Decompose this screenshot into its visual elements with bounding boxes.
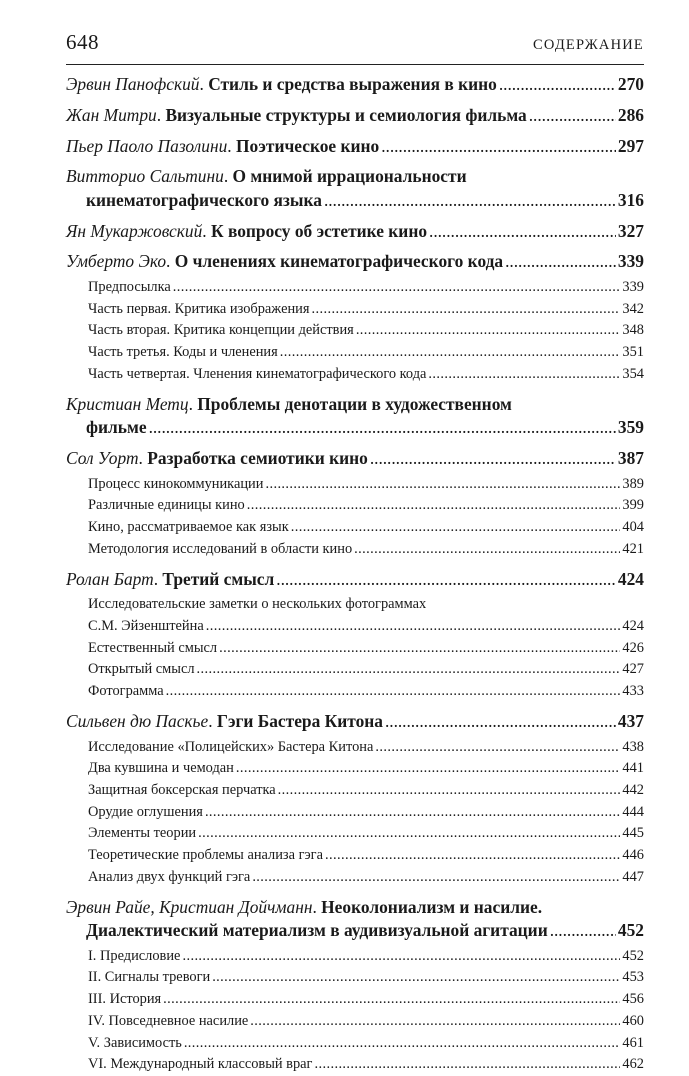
dot-leader [173, 277, 621, 299]
dot-leader [166, 681, 621, 703]
subentry-page-number: 348 [622, 322, 644, 339]
toc-entry[interactable] [66, 135, 644, 159]
dot-leader [212, 967, 620, 989]
toc-entry-line [66, 104, 644, 128]
entry-author: Эрвин Райе, Кристиан Дойчманн [66, 896, 313, 917]
entry-title: Третий смысл [162, 568, 275, 589]
subentry-label: IV. Повседневное насилие [88, 1012, 249, 1029]
subentry-line [88, 616, 644, 638]
dot-leader [276, 568, 616, 592]
dot-leader [325, 845, 620, 867]
toc-entry-text: Эрвин Райе, Кристиан Дойчманн. Неоколониализм и насилие. [66, 896, 543, 917]
subentry-label: Различные единицы кино [88, 497, 245, 514]
subentry-label: VI. Международный классовый враг [88, 1056, 313, 1073]
subentry-page-number: 442 [622, 781, 644, 798]
toc-entry-line [66, 73, 644, 97]
entry-title-continued: Диалектический материализм в аудивизуальной агитации [86, 920, 548, 941]
subentry-line [88, 364, 644, 386]
entry-author: Витторио Сальтини [66, 166, 224, 187]
dot-leader [505, 250, 616, 274]
subentry-line [88, 659, 644, 681]
subentry-page-number: 354 [622, 365, 644, 382]
subentry-label: Процесс кинокоммуникации [88, 475, 264, 492]
toc-subentry[interactable] [66, 681, 644, 703]
toc-entry[interactable] [66, 104, 644, 128]
entry-title: Визуальные структуры и семиология фильма [165, 104, 527, 125]
entry-title-continued: фильме [86, 417, 147, 438]
toc-entry-text: Пьер Паоло Пазолини. Поэтическое кино [66, 135, 380, 156]
entry-page-number: 387 [617, 448, 644, 469]
subentry-page-number: 445 [622, 825, 644, 842]
toc-subentry[interactable] [66, 594, 644, 637]
dot-leader [311, 299, 620, 321]
toc-subentry[interactable] [66, 364, 644, 386]
toc-entry-line [66, 568, 644, 592]
toc-subentry[interactable] [66, 758, 644, 780]
subentry-label: Часть четвертая. Членения кинематографического кода [88, 365, 427, 382]
toc-entry[interactable] [66, 165, 644, 212]
toc-entry-text: Сильвен дю Паскье. Гэги Бастера Китона [66, 711, 383, 732]
entry-page-number: 359 [617, 417, 644, 438]
entry-author: Ян Мукаржовский [66, 220, 203, 241]
dot-leader [529, 104, 616, 128]
subentry-line [88, 474, 644, 496]
subentry-line [88, 1011, 644, 1033]
subentry-label: Естественный смысл [88, 639, 218, 656]
entry-title: Поэтическое кино [235, 135, 380, 156]
page-header [66, 30, 644, 55]
toc-subentry[interactable] [66, 495, 644, 517]
subentry-line [88, 967, 644, 989]
dot-leader [429, 220, 616, 244]
toc-subentry[interactable] [66, 277, 644, 299]
entry-title: Гэги Бастера Китона [216, 711, 383, 732]
subentry-line [88, 638, 644, 660]
subentry-label-continued: С.М. Эйзенштейна [88, 617, 204, 634]
entry-page-number: 286 [617, 104, 644, 125]
entry-title: О мнимой иррациональности [232, 166, 467, 187]
entry-author: Сильвен дю Паскье [66, 711, 209, 732]
header-rule [66, 64, 644, 65]
subentry-label: Методология исследований в области кино [88, 540, 353, 557]
subentry-label: Открытый смысл [88, 661, 195, 678]
dot-leader [149, 416, 616, 440]
dot-leader [385, 710, 616, 734]
subentry-line [88, 342, 644, 364]
toc-subentry[interactable] [66, 845, 644, 867]
subentry-label: Два кувшина и чемодан [88, 760, 234, 777]
toc-subentry[interactable] [66, 1054, 644, 1076]
toc-entry[interactable] [66, 73, 644, 97]
subentry-label: Часть третья. Коды и членения [88, 344, 278, 361]
subentry-line [88, 299, 644, 321]
toc-entry[interactable] [66, 220, 644, 244]
toc-entry-line [66, 710, 644, 734]
entry-title: О членениях кинематографического кода [174, 251, 504, 272]
subentry-line [88, 737, 644, 759]
toc-entry-text: Жан Митри. Визуальные структуры и семиология фильма [66, 104, 527, 125]
toc-subentry[interactable] [66, 867, 644, 889]
subentry-label: Элементы теории [88, 825, 197, 842]
toc-entry-line [66, 135, 644, 159]
subentry-label: V. Зависимость [88, 1034, 182, 1051]
dot-leader [291, 517, 621, 539]
toc-entry[interactable] [66, 710, 644, 734]
dot-leader [428, 364, 620, 386]
subentry-page-number: 351 [622, 344, 644, 361]
toc-subentry[interactable] [66, 823, 644, 845]
entry-author: Пьер Паоло Пазолини [66, 135, 228, 156]
subentry-page-number: 456 [622, 991, 644, 1008]
dot-leader [184, 1033, 621, 1055]
dot-leader [280, 342, 621, 364]
subentry-page-number: 452 [622, 947, 644, 964]
subentry-line [88, 681, 644, 703]
toc-entry-line [66, 165, 644, 189]
subentry-line [88, 495, 644, 517]
toc-entry-text: Витторио Сальтини. О мнимой иррациональности [66, 166, 467, 187]
subentry-line [88, 320, 644, 342]
subentry-page-number: 342 [622, 300, 644, 317]
dot-leader [354, 539, 620, 561]
subentry-page-number: 427 [622, 661, 644, 678]
subentry-label: Исследование «Полицейских» Бастера Китона [88, 738, 374, 755]
entry-page-number: 339 [617, 251, 644, 272]
dot-leader [163, 989, 620, 1011]
toc-entry-line [66, 393, 644, 417]
subentry-label: Теоретические проблемы анализа гэга [88, 847, 323, 864]
dot-leader [278, 780, 621, 802]
subentry-page-number: 404 [622, 519, 644, 535]
entry-author: Эрвин Панофский [66, 74, 200, 94]
toc-subentry[interactable] [66, 659, 644, 681]
entry-page-number: 297 [617, 135, 644, 156]
dot-leader [375, 737, 620, 759]
toc-entry-line [66, 189, 644, 213]
toc-entry-text: Умберто Эко. О членениях кинематографического кода [66, 251, 504, 272]
subentry-page-number: 424 [622, 617, 644, 634]
toc-entry[interactable] [66, 568, 644, 592]
toc-subentry[interactable] [66, 474, 644, 496]
subentry-label: Исследовательские заметки о нескольких фотограммах [88, 596, 427, 613]
subentry-line [88, 758, 644, 780]
entry-author: Сол Уорт [66, 448, 139, 469]
subentry-label: I. Предисловие [88, 947, 181, 964]
entry-title-continued: кинематографического языка [86, 189, 322, 210]
dot-leader [381, 135, 616, 159]
toc-subentry[interactable] [66, 539, 644, 561]
toc-entry-line [66, 416, 644, 440]
dot-leader [247, 495, 621, 517]
subentry-page-number: 446 [622, 847, 644, 864]
dot-leader [324, 189, 616, 213]
subentry-label: Анализ двух функций гэга [88, 868, 251, 885]
subentry-label: Предпосылка [88, 278, 171, 295]
dot-leader [250, 1011, 620, 1033]
subentry-line [88, 823, 644, 845]
subentry-page-number: 441 [622, 760, 644, 777]
entry-page-number: 327 [617, 220, 644, 241]
toc-subentry[interactable] [66, 517, 644, 539]
toc-subentry[interactable] [66, 638, 644, 660]
toc-entry[interactable] [66, 447, 644, 471]
toc-entry[interactable] [66, 250, 644, 274]
dot-leader [252, 867, 620, 889]
toc-subentry[interactable] [66, 989, 644, 1011]
subentry-page-number: 460 [622, 1012, 644, 1029]
dot-leader [206, 616, 621, 638]
toc-entry-text: Ян Мукаржовский. К вопросу об эстетике кино [66, 220, 428, 241]
entry-title: Неоколониализм и насилие. [321, 896, 543, 917]
dot-leader [182, 946, 620, 968]
toc-subentry[interactable] [66, 299, 644, 321]
entry-author: Кристиан Метц [66, 393, 189, 414]
subentry-line [88, 780, 644, 802]
entry-page-number: 452 [617, 920, 644, 941]
toc-subentry[interactable] [66, 320, 644, 342]
subentry-page-number: 339 [622, 278, 644, 295]
subentry-page-number: 444 [622, 803, 644, 820]
toc-entry-line [66, 896, 644, 920]
toc-entry-text: Ролан Барт. Третий смысл [66, 568, 275, 589]
toc-entry-line [66, 220, 644, 244]
dot-leader [219, 638, 620, 660]
toc-entry-text: Эрвин Панофский. Стиль и средства выражения в кино [66, 74, 497, 94]
entry-page-number: 437 [617, 711, 644, 732]
page-number: 648 [66, 30, 99, 54]
entry-page-number: 424 [617, 568, 644, 589]
toc-entry-text: Кристиан Метц. Проблемы денотации в художественном [66, 393, 512, 414]
subentry-line [88, 989, 644, 1011]
entry-page-number: 316 [617, 189, 644, 210]
subentry-page-number: 426 [622, 639, 644, 656]
toc-subentry[interactable] [66, 780, 644, 802]
subentry-line [88, 845, 644, 867]
toc-entry-line [66, 919, 644, 943]
dot-leader [197, 659, 621, 681]
dot-leader [314, 1054, 620, 1076]
toc-entry[interactable] [66, 393, 644, 440]
subentry-label: Фотограмма [88, 683, 164, 700]
toc-entry-text: Сол Уорт. Разработка семиотики кино [66, 448, 368, 469]
subentry-label: Защитная боксерская перчатка [88, 781, 276, 798]
dot-leader [499, 73, 616, 97]
subentry-line [88, 539, 644, 561]
entry-author: Ролан Барт [66, 568, 154, 589]
entry-title: Проблемы денотации в художественном [197, 393, 512, 414]
subentry-line [88, 1054, 644, 1076]
toc-subentry[interactable] [66, 737, 644, 759]
entry-author: Жан Митри [66, 104, 157, 125]
subentry-page-number: 421 [622, 540, 644, 557]
toc-subentry[interactable] [66, 802, 644, 824]
subentry-page-number: 447 [622, 868, 644, 885]
subentry-label: III. История [88, 991, 162, 1008]
entry-title: К вопросу об эстетике кино [210, 220, 428, 241]
table-of-contents [66, 73, 644, 1076]
subentry-page-number: 453 [622, 969, 644, 986]
subentry-line [88, 867, 644, 889]
toc-subentry[interactable] [66, 946, 644, 968]
subentry-line [88, 802, 644, 824]
subentry-line [88, 517, 644, 539]
toc-entry[interactable] [66, 896, 644, 943]
subentry-page-number: 389 [622, 475, 644, 492]
dot-leader [198, 823, 620, 845]
subentry-label: Орудие оглушения [88, 803, 203, 820]
subentry-line [88, 277, 644, 299]
subentry-label: Часть вторая. Критика концепции действия [88, 322, 354, 339]
toc-entry-line [66, 250, 644, 274]
subentry-label: Кино, рассматриваемое как язык [88, 519, 289, 535]
toc-subentry[interactable] [66, 967, 644, 989]
dot-leader [236, 758, 621, 780]
dot-leader [265, 474, 620, 496]
subentry-page-number: 461 [622, 1034, 644, 1051]
toc-subentry[interactable] [66, 1033, 644, 1055]
entry-title: Стиль и средства выражения в кино [208, 74, 497, 94]
subentry-label: Часть первая. Критика изображения [88, 300, 310, 317]
subentry-label: II. Сигналы тревоги [88, 969, 211, 986]
dot-leader [550, 919, 616, 943]
dot-leader [356, 320, 621, 342]
toc-subentry[interactable] [66, 1011, 644, 1033]
subentry-page-number: 438 [622, 738, 644, 755]
subentry-page-number: 433 [622, 683, 644, 700]
subentry-page-number: 399 [622, 497, 644, 514]
subentry-line [88, 1033, 644, 1055]
toc-subentry[interactable] [66, 342, 644, 364]
dot-leader [205, 802, 620, 824]
subentry-page-number: 462 [622, 1056, 644, 1073]
dot-leader [370, 447, 616, 471]
entry-page-number: 270 [617, 74, 644, 94]
entry-title: Разработка семиотики кино [147, 448, 368, 469]
running-head: СОДЕРЖАНИЕ [533, 37, 644, 53]
toc-entry-line [66, 447, 644, 471]
entry-author: Умберто Эко [66, 251, 167, 272]
subentry-line [88, 946, 644, 968]
